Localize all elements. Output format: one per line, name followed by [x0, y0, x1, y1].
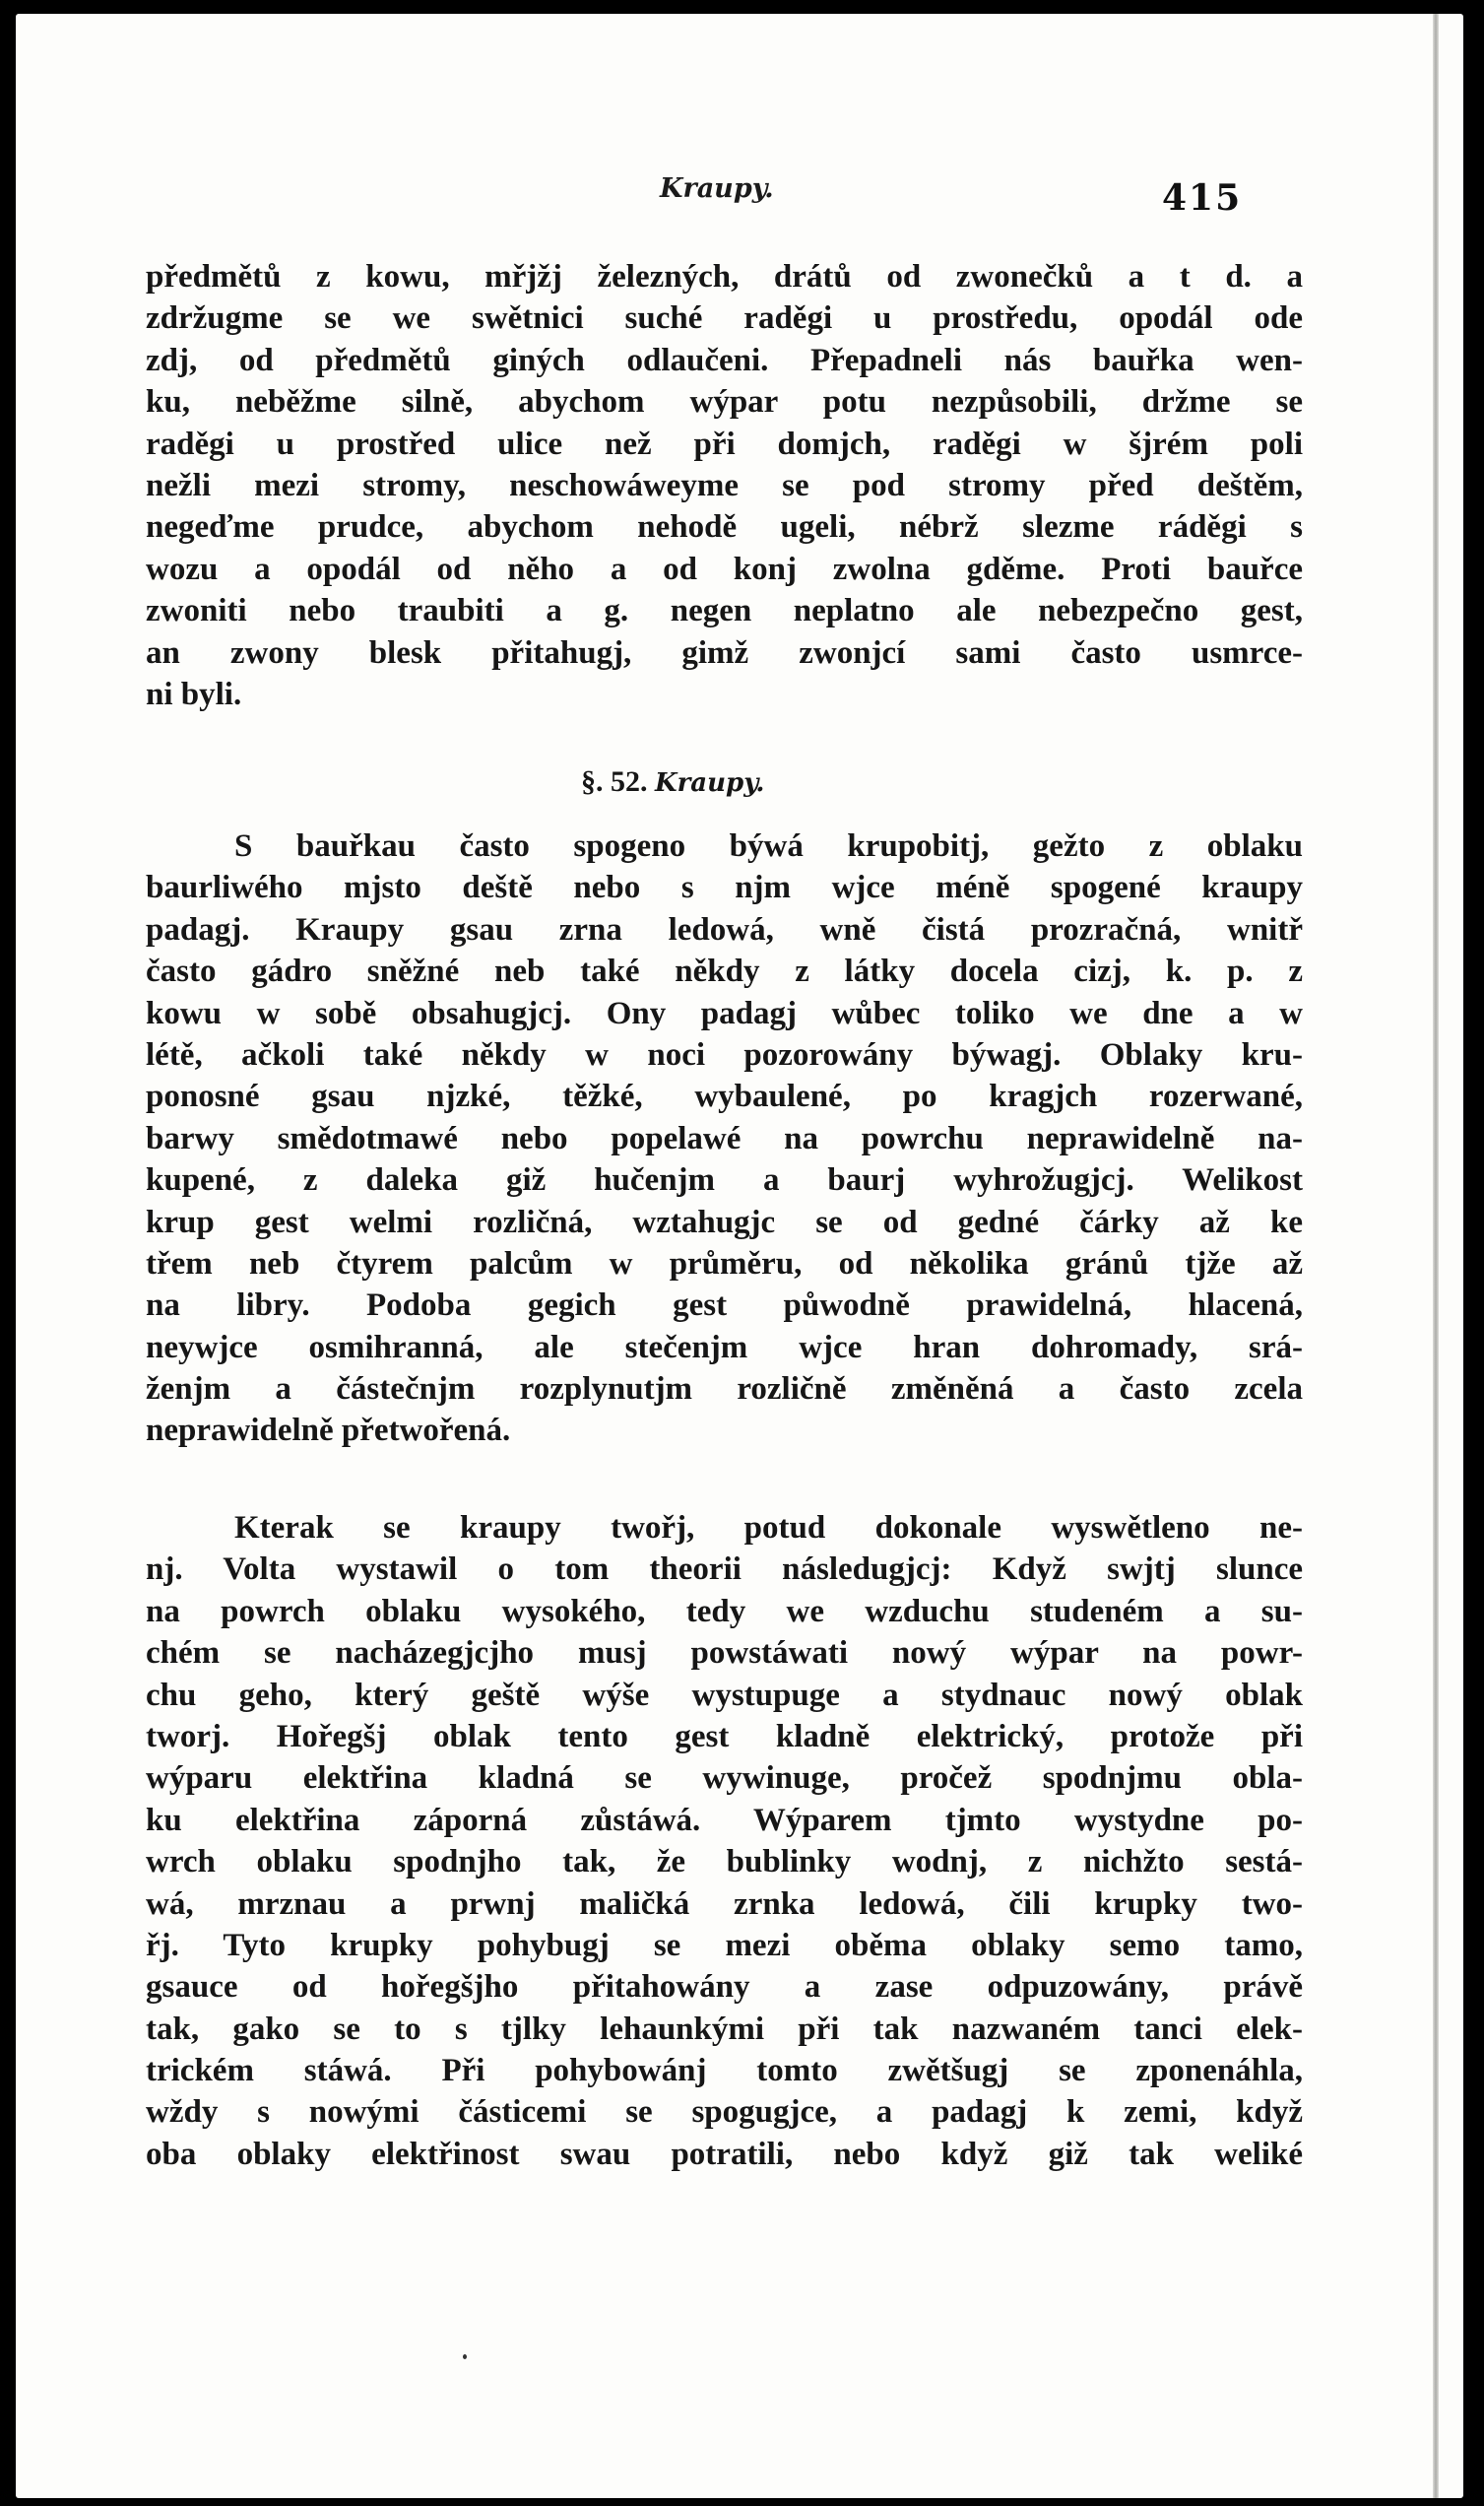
text-line: neprawidelně přetwořená. [146, 1413, 511, 1449]
text-line: negeďme prudce, abychom nehodě ugeli, nébrž slezme ráděgi s [146, 509, 1303, 546]
text-line: ni byli. [146, 676, 242, 712]
text-line: kupené, z daleka giž hučenjm a baurj wyhrožugjcj. Welikost [146, 1162, 1303, 1199]
text-line: Kterak se kraupy twořj, potud dokonale wyswětleno ne- [234, 1510, 1303, 1546]
text-line: zdj, od předmětů giných odlaučeni. Přepadneli nás bauřka wen- [146, 342, 1303, 378]
text-line: krup gest welmi rozličná, wztahugjc se od gedné čárky až ke [146, 1204, 1303, 1240]
text-line: zdržugme se we swětnici suché raděgi u prostředu, opodál ode [146, 300, 1303, 337]
text-line: baurliwého mjsto deště nebo s njm wjce méně spogené kraupy [146, 870, 1303, 906]
text-line: barwy smědotmawé nebo popelawé na powrchu neprawidelně na- [146, 1120, 1303, 1156]
text-line: na libry. Podoba gegich gest půwodně prawidelná, hlacená, [146, 1287, 1303, 1324]
text-line: wozu a opodál od něho a od konj zwolna gděme. Proti bauřce [146, 551, 1303, 587]
text-line: ku, neběžme silně, abychom wýpar potu nezpůsobili, držme se [146, 384, 1303, 421]
ink-speck [463, 2354, 467, 2359]
text-line: S bauřkau často spogeno býwá krupobitj, gežto z oblaku [234, 828, 1303, 864]
text-line: ženjm a částečnjm rozplynutjm rozličně změněná a často zcela [146, 1371, 1303, 1408]
text-line: chém se nacházegjcjho musj powstáwati nowý wýpar na powr- [146, 1635, 1303, 1672]
section-heading [581, 765, 764, 799]
text-line: neywjce osmihranná, ale stečenjm wjce hran dohromady, srá- [146, 1329, 1303, 1365]
text-line: wá, mrznau a prwnj maličká zrnka ledowá, čili krupky two- [146, 1885, 1303, 1922]
text-line: wždy s nowými částicemi se spogugjce, a padagj k zemi, když [146, 2094, 1303, 2131]
text-line: ponosné gsau njzké, těžké, wybaulené, po kragjch rozerwané, [146, 1079, 1303, 1115]
text-line: wýparu elektřina kladná se wywinuge, pročež spodnjmu obla- [146, 1760, 1303, 1797]
running-title: Kraupy. [660, 173, 774, 204]
text-line: ku elektřina záporná zůstáwá. Wýparem tjmto wystydne po- [146, 1802, 1303, 1838]
page-edge-shadow [1433, 14, 1439, 2498]
text-line: kowu w sobě obsahugjcj. Ony padagj wůbec toliko we dne a w [146, 995, 1303, 1031]
paragraph-1 [146, 256, 1303, 715]
text-line: gsauce od hořegšjho přitahowány a zase odpuzowány, právě [146, 1969, 1303, 2006]
text-line: často gádro sněžné neb také někdy z látky docela cizj, k. p. z [146, 954, 1303, 990]
paragraph-3 [146, 1507, 1303, 2175]
section-title: Kraupy. [655, 768, 765, 798]
text-line: raděgi u prostřed ulice než při domjch, raděgi w šjrém poli [146, 426, 1303, 462]
text-line: trickém stáwá. Při pohybowánj tomto zwětšugj se zponenáhla, [146, 2053, 1303, 2089]
text-line: předmětů z kowu, mřjžj železných, drátů od zwonečků a t d. a [146, 259, 1303, 295]
text-line: tworj. Hořegšj oblak tento gest kladně elektrický, protože při [146, 1718, 1303, 1754]
text-line: tak, gako se to s tjlky lehaunkými při tak nazwaném tanci elek- [146, 2011, 1303, 2047]
section-number: §. 52. [581, 765, 648, 798]
text-line: padagj. Kraupy gsau zrna ledowá, wně čistá prozračná, wnitř [146, 911, 1303, 948]
text-line: třem neb čtyrem palcům w průměru, od několika gránů tjže až [146, 1245, 1303, 1282]
text-line: chu geho, který geště wýše wystupuge a stydnauc nowý oblak [146, 1677, 1303, 1713]
text-line: oba oblaky elektřinost swau potratili, nebo když giž tak weliké [146, 2136, 1303, 2172]
page-number: 415 [1162, 177, 1243, 219]
text-line: nj. Volta wystawil o tom theorii následugjcj: Když swjtj slunce [146, 1551, 1303, 1588]
text-line: an zwony blesk přitahugj, gimž zwonjcí sami často usmrce- [146, 634, 1303, 671]
text-line: nežli mezi stromy, neschowáweyme se pod stromy před deštěm, [146, 467, 1303, 503]
text-line: létě, ačkoli také někdy w noci pozorowány býwagj. Oblaky kru- [146, 1036, 1303, 1073]
text-line: na powrch oblaku wysokého, tedy we wzduchu studeném a su- [146, 1593, 1303, 1629]
text-line: wrch oblaku spodnjho tak, že bublinky wodnj, z nichžto sestá- [146, 1844, 1303, 1880]
text-line: řj. Tyto krupky pohybugj se mezi oběma oblaky semo tamo, [146, 1927, 1303, 1963]
paragraph-2 [146, 825, 1303, 1452]
text-line: zwoniti nebo traubiti a g. negen neplatno ale nebezpečno gest, [146, 593, 1303, 629]
